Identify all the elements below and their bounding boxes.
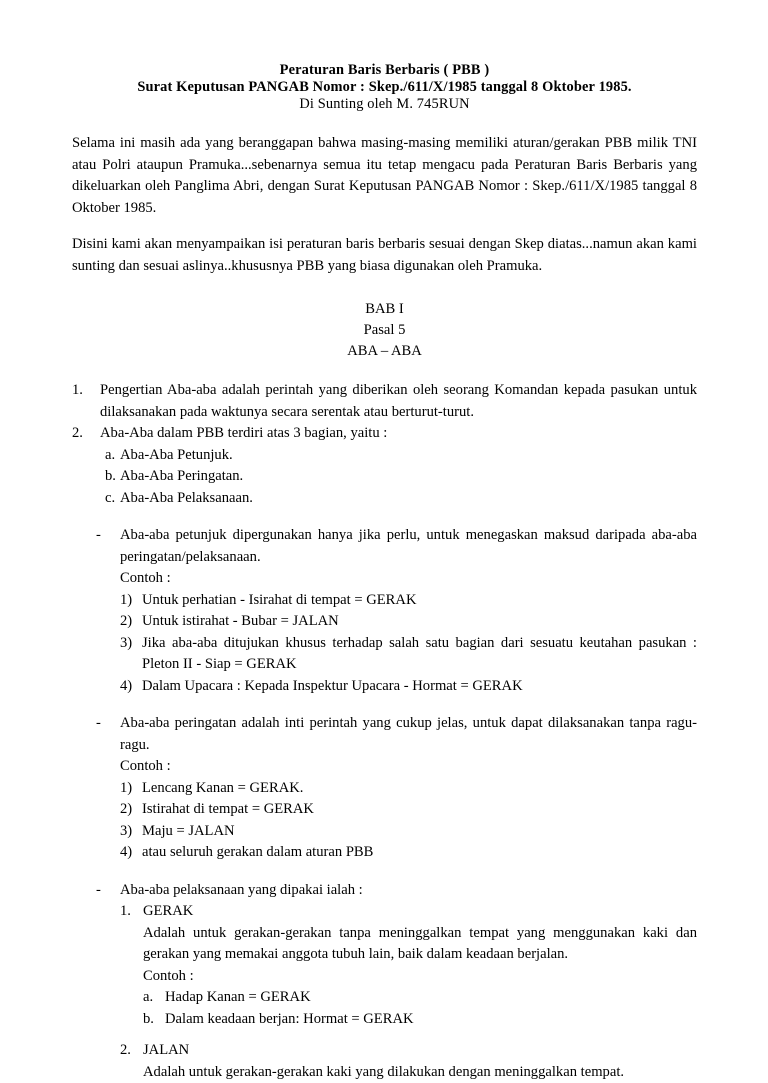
document-header — [72, 62, 697, 113]
dash-lead-text: Aba-aba peringatan adalah inti perintah yang cukup jelas, untuk dapat dilaksanakan tanpa ragu-ragu. — [120, 713, 697, 756]
list-item — [72, 380, 697, 423]
dash-body — [72, 756, 697, 864]
example-text: Untuk perhatian - Isirahat di tempat = GERAK — [142, 590, 697, 612]
list-item — [72, 423, 697, 445]
execution-title: JALAN — [143, 1040, 697, 1062]
example-marker: 3) — [120, 821, 142, 843]
dash-lead-row — [72, 525, 697, 568]
execution-description: Adalah untuk gerakan-gerakan tanpa meninggalkan tempat yang menggunakan kaki dan gerakan yang memakai anggota tubuh lain, baik dalam keadaan berjalan. — [120, 923, 697, 966]
example-marker: a. — [143, 987, 165, 1009]
dash-marker: - — [96, 713, 120, 735]
list-item — [72, 445, 697, 467]
example-text: Jika aba-aba ditujukan khusus terhadap salah satu bagian dari sesuatu keutahan pasukan : Pleton II - Siap = GERAK — [142, 633, 697, 676]
example-marker: 2) — [120, 799, 142, 821]
intro-paragraph: Selama ini masih ada yang beranggapan bahwa masing-masing memiliki aturan/gerakan PBB milik TNI atau Polri ataupun Pramuka...sebenarnya semua itu tetap mengacu pada Peraturan Baris Berbaris yang dikeluarkan oleh Panglima Abri, dengan Surat Keputusan PANGAB Nomor : Skep./611/X/1985 tanggal 8 Oktober 1985. — [72, 133, 697, 219]
list-text: Aba-Aba dalam PBB terdiri atas 3 bagian, yaitu : — [100, 423, 697, 445]
example-item — [120, 842, 697, 864]
list-item — [72, 466, 697, 488]
examples-label: Contoh : — [120, 756, 697, 778]
example-item — [120, 611, 697, 633]
dash-block — [72, 525, 697, 697]
dash-body — [72, 568, 697, 697]
example-marker: 3) — [120, 633, 142, 655]
example-text: Istirahat di tempat = GERAK — [142, 799, 697, 821]
execution-body — [72, 901, 697, 1083]
dash-block — [72, 713, 697, 864]
list-item — [72, 488, 697, 510]
execution-marker: 1. — [120, 901, 143, 923]
spacer — [72, 509, 697, 525]
example-marker: 4) — [120, 676, 142, 698]
intro-paragraph: Disini kami akan menyampaikan isi peraturan baris berbaris sesuai dengan Skep diatas...namun akan kami sunting dan sesuai aslinya..khususnya PBB yang biasa digunakan oleh Pramuka. — [72, 234, 697, 277]
example-text: Hadap Kanan = GERAK — [165, 987, 697, 1009]
example-marker: 1) — [120, 778, 142, 800]
example-text: Maju = JALAN — [142, 821, 697, 843]
dash-marker: - — [96, 880, 120, 902]
document-title-line-1: Peraturan Baris Berbaris ( PBB ) — [72, 62, 697, 79]
example-item — [120, 633, 697, 676]
list-marker: a. — [105, 445, 120, 467]
list-marker: 1. — [72, 380, 100, 402]
dash-lead-text: Aba-aba petunjuk dipergunakan hanya jika perlu, untuk menegaskan maksud daripada aba-aba peringatan/pelaksanaan. — [120, 525, 697, 568]
example-item — [120, 778, 697, 800]
execution-marker: 2. — [120, 1040, 143, 1062]
dash-marker: - — [96, 525, 120, 547]
list-marker: c. — [105, 488, 120, 510]
chapter-label: BAB I — [72, 299, 697, 320]
example-marker: 4) — [120, 842, 142, 864]
list-text: Aba-Aba Petunjuk. — [120, 445, 697, 467]
example-marker: b. — [143, 1009, 165, 1031]
spacer — [120, 1030, 697, 1040]
document-subtitle: Di Sunting oleh M. 745RUN — [72, 96, 697, 113]
list-marker: 2. — [72, 423, 100, 445]
list-text: Aba-Aba Peringatan. — [120, 466, 697, 488]
article-label: Pasal 5 — [72, 320, 697, 341]
dash-lead-row — [72, 713, 697, 756]
execution-title: GERAK — [143, 901, 697, 923]
example-marker: 2) — [120, 611, 142, 633]
dash-lead-text: Aba-aba pelaksanaan yang dipakai ialah : — [120, 880, 697, 902]
dash-lead-row — [72, 880, 697, 902]
example-text: Dalam keadaan berjan: Hormat = GERAK — [165, 1009, 697, 1031]
example-text: atau seluruh gerakan dalam aturan PBB — [142, 842, 697, 864]
spacer — [72, 697, 697, 713]
topic-label: ABA – ABA — [72, 341, 697, 362]
document-title-line-2: Surat Keputusan PANGAB Nomor : Skep./611/X/1985 tanggal 8 Oktober 1985. — [72, 79, 697, 96]
list-marker: b. — [105, 466, 120, 488]
section-heading — [72, 299, 697, 362]
examples-label: Contoh : — [120, 568, 697, 590]
execution-item — [120, 901, 697, 923]
spacer — [72, 864, 697, 880]
execution-description: Adalah untuk gerakan-gerakan kaki yang dilakukan dengan meninggalkan tempat. — [120, 1062, 697, 1083]
execution-block — [72, 880, 697, 1083]
list-text: Aba-Aba Pelaksanaan. — [120, 488, 697, 510]
example-text: Lencang Kanan = GERAK. — [142, 778, 697, 800]
example-item — [120, 590, 697, 612]
example-text: Untuk istirahat - Bubar = JALAN — [142, 611, 697, 633]
example-item — [120, 821, 697, 843]
execution-item — [120, 1040, 697, 1062]
example-marker: 1) — [120, 590, 142, 612]
example-text: Dalam Upacara : Kepada Inspektur Upacara - Hormat = GERAK — [142, 676, 697, 698]
example-item — [120, 799, 697, 821]
example-item — [120, 676, 697, 698]
example-item — [120, 1009, 697, 1031]
examples-label: Contoh : — [120, 966, 697, 988]
example-item — [120, 987, 697, 1009]
list-text: Pengertian Aba-aba adalah perintah yang diberikan oleh seorang Komandan kepada pasukan untuk dilaksanakan pada waktunya secara serentak atau berturut-turut. — [100, 380, 697, 423]
